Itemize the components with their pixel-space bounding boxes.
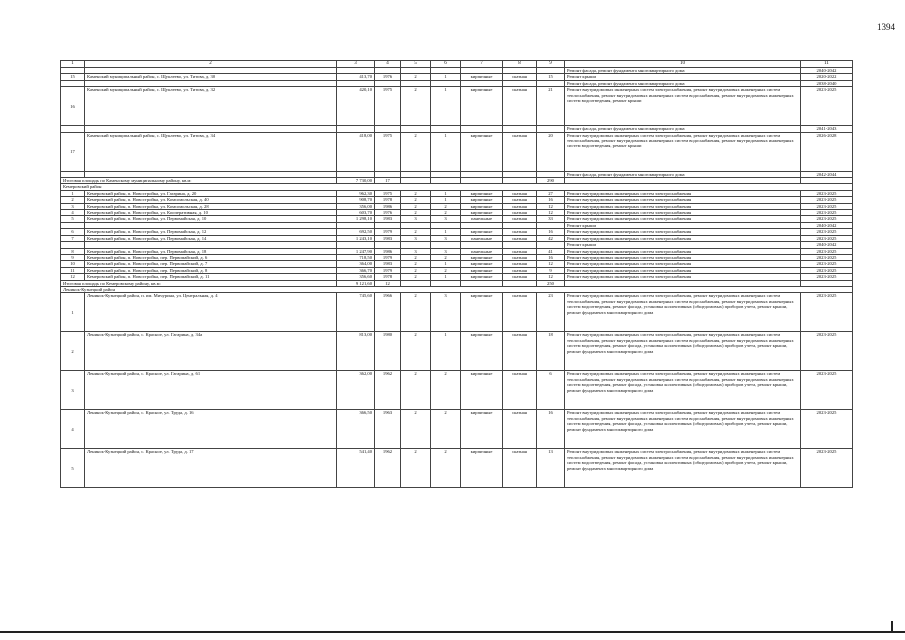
table-cell: 2023-2025 [801, 248, 853, 254]
table-cell: 20 [537, 132, 565, 171]
table-cell: 4 [61, 410, 85, 449]
table-cell: кирпичные [461, 332, 503, 371]
table-cell: Ремонт внутридомовых инженерных систем электроснабжения, ремонт внутридомовых инженерных систем теплоснабжения, ремонт внутридомовых инженерных систем водоснабжения, ремонт внутридомовых инженерных систем водоотведения, ремонт крыши [565, 87, 801, 126]
table-cell: 2023-2025 [801, 293, 853, 332]
table-cell: 3 [401, 216, 431, 222]
table-cell: 1983 [375, 216, 401, 222]
table-cell: 21 [537, 87, 565, 126]
table-cell: 1980 [375, 332, 401, 371]
table-cell: скатная [503, 203, 537, 209]
table-cell: панельные [461, 248, 503, 254]
table-cell: 541,40 [337, 449, 375, 488]
table-cell: 2023-2025 [801, 274, 853, 280]
header-cell: 8 [503, 61, 537, 68]
table-cell: Ремонт внутридомовых инженерных систем электроснабжения, ремонт внутридомовых инженерных систем теплоснабжения, ремонт внутридомовых инженерных систем водоснабжения, ремонт внутридомовых инженерных систем водоотведения, ремонт фасада, установка коллективных (общедомовых) приборов учета, ремонт крыши, ремонт фундамента многоквартирного дома [565, 410, 801, 449]
table-cell: 1979 [375, 267, 401, 273]
table-cell: 11 [61, 267, 85, 273]
table-cell: Ремонт крыши [565, 242, 801, 248]
table-cell: Ремонт фасада, ремонт фундамента многоквартирного дома [565, 171, 801, 177]
table-cell: 15 [537, 74, 565, 80]
table-cell: 718,50 [337, 254, 375, 260]
table-cell: Каменский муниципальный район, с. Щуклеево, ул. Титова, д. 34 [85, 132, 337, 171]
table-cell: скатная [503, 216, 537, 222]
table-cell: 418,00 [337, 132, 375, 171]
table-cell: 2023-2025 [801, 254, 853, 260]
table-cell: Ремонт крыши [565, 74, 801, 80]
table-cell: 1 [431, 274, 461, 280]
table-cell: 2 [401, 449, 431, 488]
table-cell: 8 [61, 248, 85, 254]
table-cell: Ремонт внутридомовых инженерных систем электроснабжения [565, 216, 801, 222]
table-cell: 1962 [375, 371, 401, 410]
table-cell: кирпичные [461, 261, 503, 267]
table-cell: 18 [537, 332, 565, 371]
table-cell: кирпичные [461, 267, 503, 273]
table-cell: 3 [401, 248, 431, 254]
table-cell: кирпичные [461, 371, 503, 410]
table-cell: скатная [503, 449, 537, 488]
table-cell: 1 298,10 [337, 216, 375, 222]
header-row [61, 61, 853, 68]
table-cell: скатная [503, 254, 537, 260]
table-cell: 2 [431, 371, 461, 410]
table-cell: Кемеровский район, п. Новостройка, пер. Первомайский, д. 7 [85, 261, 337, 267]
table-cell: Кемеровский район, п. Новостройка, пер. Первомайский, д. 8 [85, 267, 337, 273]
table-cell: 1 [431, 197, 461, 203]
table-cell: 362,00 [337, 371, 375, 410]
header-cell: 1 [61, 61, 85, 68]
header-cell: 10 [565, 61, 801, 68]
table-cell: 4 [61, 210, 85, 216]
table-cell: 16 [537, 254, 565, 260]
header-cell: 9 [537, 61, 565, 68]
table-row [61, 449, 853, 488]
table-cell: 2023-2025 [801, 267, 853, 273]
table-cell: 1962 [375, 449, 401, 488]
table-cell: скатная [503, 267, 537, 273]
table-cell: 27 [537, 190, 565, 196]
table-cell: 9 [537, 267, 565, 273]
table-row [61, 132, 853, 171]
table-cell: 16 [61, 87, 85, 126]
table-cell: Кемеровский район, п. Новостройка, ул. Кооперативная, д. 10 [85, 210, 337, 216]
table-cell: Ленинск-Кузнецкий район, с. Красное, ул. Гагарина, д. 34а [85, 332, 337, 371]
header-cell: 2 [85, 61, 337, 68]
table-cell: 2023-2025 [801, 87, 853, 126]
table-cell: 413,70 [337, 74, 375, 80]
total-cell: 7 730,00 [337, 178, 375, 184]
table-cell: 1 [431, 229, 461, 235]
table-cell: Ремонт внутридомовых инженерных систем электроснабжения [565, 267, 801, 273]
table-cell: 12 [61, 274, 85, 280]
table-cell: Кемеровский район, п. Новостройка, ул. Комсомольская, д. 40 [85, 197, 337, 203]
table-cell: 2023-2025 [801, 371, 853, 410]
table-cell: скатная [503, 293, 537, 332]
table-row [61, 332, 853, 371]
table-cell: 1979 [375, 254, 401, 260]
table-cell: 12 [537, 203, 565, 209]
table-cell: Кемеровский район, п. Новостройка, пер. Первомайский, д. 6 [85, 254, 337, 260]
table-cell: 2040-2042 [801, 242, 853, 248]
table-cell: Ремонт фасада, ремонт фундамента многоквартирного дома [565, 126, 801, 132]
table-cell: 2 [401, 203, 431, 209]
scan-bottom-edge [0, 631, 905, 633]
table-cell: Каменский муниципальный район, с. Щуклеево, ул. Титова, д. 30 [85, 74, 337, 80]
total-cell: 17 [375, 178, 401, 184]
table-cell: 2026-2028 [801, 132, 853, 171]
table-cell: Ремонт внутридомовых инженерных систем электроснабжения [565, 274, 801, 280]
table-cell: 3 [61, 203, 85, 209]
table-cell: кирпичные [461, 197, 503, 203]
table-cell: 16 [537, 229, 565, 235]
table-cell: 908,70 [337, 197, 375, 203]
table-cell: 1976 [375, 74, 401, 80]
total-label: Итоговая площадь по Кемеровскому району, кв.м: [61, 280, 337, 286]
table-cell: Кемеровский район, п. Новостройка, ул. Первомайская, д. 12 [85, 229, 337, 235]
header-cell: 11 [801, 61, 853, 68]
table-cell: кирпичные [461, 229, 503, 235]
table-cell: 12 [537, 210, 565, 216]
table-cell: кирпичные [461, 274, 503, 280]
table-cell: 2023-2025 [801, 449, 853, 488]
table-cell: 2 [431, 203, 461, 209]
table-cell: 10 [61, 261, 85, 267]
table-cell: скатная [503, 410, 537, 449]
table-cell: 1975 [375, 87, 401, 126]
table-cell: скатная [503, 229, 537, 235]
table-cell: 5 [61, 449, 85, 488]
table-row [61, 371, 853, 410]
table-cell: 1 [431, 190, 461, 196]
table-cell: Кемеровский район, п. Новостройка, ул. Комсомольская, д. 28 [85, 203, 337, 209]
table-cell: 2023-2025 [801, 216, 853, 222]
table-row [61, 410, 853, 449]
table-cell: 2 [401, 274, 431, 280]
header-cell: 6 [431, 61, 461, 68]
table-cell: 2 [401, 410, 431, 449]
table-cell: 12 [537, 274, 565, 280]
table-cell: 603,70 [337, 210, 375, 216]
table-cell: 23 [537, 293, 565, 332]
table-cell: 745,60 [337, 293, 375, 332]
table-cell: 420,10 [337, 87, 375, 126]
header-cell: 5 [401, 61, 431, 68]
table-cell: 2023-2025 [801, 235, 853, 241]
table-cell: 3 [401, 235, 431, 241]
table-cell: 2 [61, 332, 85, 371]
table-cell: скатная [503, 274, 537, 280]
table-cell: 1975 [375, 132, 401, 171]
table-cell: Ремонт внутридомовых инженерных систем электроснабжения [565, 235, 801, 241]
table-cell: 2020-2022 [801, 74, 853, 80]
table-cell: 2023-2025 [801, 203, 853, 209]
table-cell: 2 [401, 229, 431, 235]
table-cell: скатная [503, 235, 537, 241]
table-cell: скатная [503, 197, 537, 203]
table-cell: 1978 [375, 274, 401, 280]
table-cell: 2042-2044 [801, 171, 853, 177]
table-cell: кирпичные [461, 210, 503, 216]
table-cell: Ремонт внутридомовых инженерных систем электроснабжения [565, 254, 801, 260]
table-cell: 692,50 [337, 229, 375, 235]
table-cell: 1983 [375, 261, 401, 267]
table-cell: 1 [431, 87, 461, 126]
table-cell: 2 [401, 210, 431, 216]
table-cell: 2023-2025 [801, 410, 853, 449]
table-cell: 2 [431, 210, 461, 216]
table-cell: 1966 [375, 293, 401, 332]
table-cell: панельные [461, 235, 503, 241]
table-cell: 2023-2025 [801, 197, 853, 203]
table-cell: 366,50 [337, 410, 375, 449]
table-cell: 2 [401, 267, 431, 273]
table-cell: 2 [401, 74, 431, 80]
table-cell: 16 [537, 197, 565, 203]
total-cell: 250 [537, 280, 565, 286]
table-cell: 2 [401, 371, 431, 410]
table-cell: скатная [503, 261, 537, 267]
table-cell: 1 [431, 132, 461, 171]
table-cell: Ремонт внутридомовых инженерных систем электроснабжения, ремонт внутридомовых инженерных систем теплоснабжения, ремонт внутридомовых инженерных систем водоснабжения, ремонт внутридомовых инженерных систем водоотведения, ремонт фасада, установка коллективных (общедомовых) приборов учета, ремонт крыши, ремонт фундамента многоквартирного дома [565, 332, 801, 371]
table-cell: 42 [537, 235, 565, 241]
table-cell: 2 [431, 410, 461, 449]
table-cell: 2040-2042 [801, 222, 853, 228]
table-cell: Ремонт внутридомовых инженерных систем электроснабжения [565, 261, 801, 267]
table-cell: 17 [61, 132, 85, 171]
table-cell: Ремонт внутридомовых инженерных систем электроснабжения [565, 210, 801, 216]
table-cell: 2023-2025 [801, 332, 853, 371]
table-cell: 2 [431, 267, 461, 273]
table-cell: Ремонт крыши [565, 222, 801, 228]
table-cell: Ремонт внутридомовых инженерных систем электроснабжения, ремонт внутридомовых инженерных систем теплоснабжения, ремонт внутридомовых инженерных систем водоснабжения, ремонт внутридомовых инженерных систем водоотведения, ремонт фасада, установка коллективных (общедомовых) приборов учета, ремонт крыши, ремонт фундамента многоквартирного дома [565, 371, 801, 410]
header-cell: 3 [337, 61, 375, 68]
table-cell: Кемеровский район, п. Новостройка, ул. Первомайская, д. 18 [85, 248, 337, 254]
table-cell: кирпичные [461, 74, 503, 80]
total-cell: 9 121,60 [337, 280, 375, 286]
table-cell: 2023-2025 [801, 190, 853, 196]
table-cell: панельные [461, 216, 503, 222]
table-cell: Ремонт внутридомовых инженерных систем электроснабжения [565, 197, 801, 203]
capital-repair-table [60, 60, 853, 488]
table-cell: скатная [503, 87, 537, 126]
table-cell: 2 [401, 261, 431, 267]
scan-corner-mark [891, 621, 893, 633]
table-cell: 1986 [375, 203, 401, 209]
section-title: Кемеровский район [61, 184, 853, 190]
table-cell: 2 [401, 254, 431, 260]
table-cell: 2 [401, 293, 431, 332]
table-cell: кирпичные [461, 190, 503, 196]
header-cell: 4 [375, 61, 401, 68]
table-cell: кирпичные [461, 293, 503, 332]
page-number: 1394 [877, 22, 895, 32]
table-cell: скатная [503, 74, 537, 80]
table-cell: 1976 [375, 210, 401, 216]
table-cell: Ремонт внутридомовых инженерных систем электроснабжения, ремонт внутридомовых инженерных систем теплоснабжения, ремонт внутридомовых инженерных систем водоснабжения, ремонт внутридомовых инженерных систем водоотведения, ремонт фасада, установка коллективных (общедомовых) приборов учета, ремонт крыши, ремонт фундамента многоквартирного дома [565, 449, 801, 488]
table-cell: 1983 [375, 235, 401, 241]
table-cell: 1975 [375, 190, 401, 196]
table-cell: Ремонт фасада, ремонт фундамента многоквартирного дома [565, 80, 801, 86]
table-cell: Ремонт фасада, ремонт фундамента многоквартирного дома [565, 68, 801, 74]
table-cell: 13 [537, 449, 565, 488]
table-cell: кирпичные [461, 203, 503, 209]
table-cell: Ленинск-Кузнецкий район, с. Красное, ул. Гагарина, д. 61 [85, 371, 337, 410]
total-cell: 12 [375, 280, 401, 286]
table-cell: 41 [537, 248, 565, 254]
table-cell: 2023-2025 [801, 261, 853, 267]
table-cell: 2 [61, 197, 85, 203]
table-cell: 1 [61, 190, 85, 196]
table-cell: 5 [61, 216, 85, 222]
table-cell: 2 [401, 190, 431, 196]
table-cell: 364,00 [337, 261, 375, 267]
table-cell: кирпичные [461, 254, 503, 260]
table-cell: кирпичные [461, 87, 503, 126]
table-cell: 2041-2043 [801, 126, 853, 132]
table-cell: 2023-2025 [801, 210, 853, 216]
table-cell: 813,00 [337, 332, 375, 371]
table-cell: 2023-2025 [801, 229, 853, 235]
table-cell: Ремонт внутридомовых инженерных систем электроснабжения [565, 190, 801, 196]
table-cell: 1 [431, 261, 461, 267]
table-cell: скатная [503, 371, 537, 410]
table-cell: кирпичные [461, 410, 503, 449]
table-cell: 15 [61, 74, 85, 80]
table-cell: 1 [431, 332, 461, 371]
table-cell: 12 [537, 261, 565, 267]
table-cell: Кемеровский район, п. Новостройка, ул. Гагарина, д. 20 [85, 190, 337, 196]
table-cell: 3 [431, 248, 461, 254]
table-cell: 16 [537, 410, 565, 449]
table-cell: Ремонт внутридомовых инженерных систем электроснабжения [565, 229, 801, 235]
table-cell: Ленинск-Кузнецкий район, п. им. Мичурина, ул. Центральная, д. 4 [85, 293, 337, 332]
table-cell: 1 243,10 [337, 235, 375, 241]
table-cell: кирпичные [461, 132, 503, 171]
table-cell: скатная [503, 248, 537, 254]
table-cell: 33 [537, 216, 565, 222]
table-cell: скатная [503, 210, 537, 216]
table-cell: 2 [401, 197, 431, 203]
table-cell: Ремонт внутридомовых инженерных систем электроснабжения, ремонт внутридомовых инженерных систем теплоснабжения, ремонт внутридомовых инженерных систем водоснабжения, ремонт внутридомовых инженерных систем водоотведения, ремонт крыши [565, 132, 801, 171]
table-cell: 2040-2042 [801, 68, 853, 74]
total-cell: 290 [537, 178, 565, 184]
table-cell: 356,00 [337, 203, 375, 209]
table-cell: 1963 [375, 410, 401, 449]
table-cell: 356,60 [337, 274, 375, 280]
table-cell: 2038-2040 [801, 80, 853, 86]
total-label: Итоговая площадь по Каменскому муниципальному району, кв.м: [61, 178, 337, 184]
table-cell: 3 [431, 293, 461, 332]
table-cell: скатная [503, 332, 537, 371]
table-cell: 2 [401, 132, 431, 171]
table-cell: 2 [431, 254, 461, 260]
table-cell: 3 [431, 216, 461, 222]
table-cell: Ленинск-Кузнецкий район, с. Красное, ул. Труда, д. 16 [85, 410, 337, 449]
table-cell: Ремонт внутридомовых инженерных систем электроснабжения [565, 248, 801, 254]
table-cell: 2 [401, 332, 431, 371]
table-row [61, 87, 853, 126]
table-cell: 1986 [375, 248, 401, 254]
table-cell: 3 [431, 235, 461, 241]
table-cell: 3 [61, 371, 85, 410]
table-cell: 1 247,90 [337, 248, 375, 254]
table-cell: 962,30 [337, 190, 375, 196]
table-cell: Кемеровский район, п. Новостройка, ул. Первомайская, д. 14 [85, 235, 337, 241]
table-cell: Кемеровский район, п. Новостройка, пер. Первомайский, д. 11 [85, 274, 337, 280]
table-cell: 6 [537, 371, 565, 410]
table-cell: 1979 [375, 229, 401, 235]
table-cell: 1 [431, 74, 461, 80]
table-cell: 1 [61, 293, 85, 332]
table-row [61, 293, 853, 332]
table-cell: 9 [61, 254, 85, 260]
table-cell: Ремонт внутридомовых инженерных систем электроснабжения [565, 203, 801, 209]
table-cell: 2 [431, 449, 461, 488]
table-cell: кирпичные [461, 449, 503, 488]
table-cell: 1978 [375, 197, 401, 203]
section-title: Ленинск-Кузнецкий район [61, 286, 853, 292]
table-cell: Каменский муниципальный район, с. Щуклеево, ул. Титова, д. 32 [85, 87, 337, 126]
table-cell: Кемеровский район, п. Новостройка, ул. Первомайская, д. 10 [85, 216, 337, 222]
table-cell: 366,70 [337, 267, 375, 273]
table-cell: скатная [503, 132, 537, 171]
table-cell: скатная [503, 190, 537, 196]
header-cell: 7 [461, 61, 503, 68]
table-cell: 6 [61, 229, 85, 235]
table-cell: Ремонт внутридомовых инженерных систем электроснабжения, ремонт внутридомовых инженерных систем теплоснабжения, ремонт внутридомовых инженерных систем водоснабжения, ремонт внутридомовых инженерных систем водоотведения, ремонт фасада, установка коллективных (общедомовых) приборов учета, ремонт крыши, ремонт фундамента многоквартирного дома [565, 293, 801, 332]
table-cell: Ленинск-Кузнецкий район, с. Красное, ул. Труда, д. 17 [85, 449, 337, 488]
table-cell: 2 [401, 87, 431, 126]
table-cell: 7 [61, 235, 85, 241]
